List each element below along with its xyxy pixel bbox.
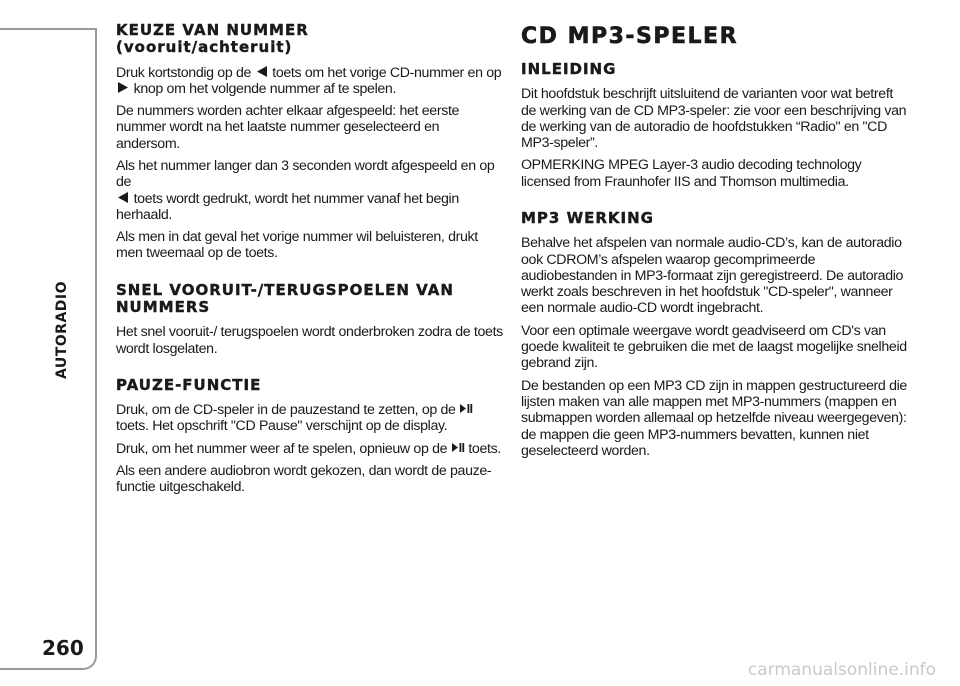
- chapter-label: AUTORADIO: [54, 280, 70, 380]
- text-run: knop om het volgende nummer af te spelen.: [133, 80, 397, 97]
- right-column: [521, 22, 911, 465]
- heading-fast-forward: [116, 282, 506, 317]
- text-run: Als het nummer langer dan 3 seconden wordt afgespeeld en op de: [116, 157, 495, 191]
- previous-arrow-icon: [116, 191, 130, 204]
- previous-arrow-icon: [255, 65, 269, 78]
- heading-track-selection: [116, 22, 506, 57]
- side-tab: [0, 0, 100, 686]
- watermark: carmanualsonline.info: [747, 660, 936, 680]
- text-run: Druk kortstondig op de: [116, 64, 252, 81]
- left-column: [116, 22, 506, 502]
- heading-line-2: NUMMERS: [116, 298, 211, 317]
- paragraph: Als een andere audiobron wordt gekozen, dan wordt de pauze-functie uitgeschakeld.: [116, 463, 492, 496]
- text-run: toets om het vorige CD-nummer en op: [272, 64, 502, 81]
- paragraph: Dit hoofdstuk beschrijft uitsluitend de varianten voor wat betreft de werking van de CD MP3-speler: zie voor een beschrijving van de werking van de autoradio de hoofdstukken “Radio" en "CD MP3-speler”.: [521, 86, 907, 152]
- next-arrow-icon: [116, 81, 130, 94]
- paragraph: De bestanden op een MP3 CD zijn in mappen gestructureerd die lijsten maken van alle mappen met MP3-nummers (mappen en submappen worden allemaal op hetzelfde niveau weergegeven): de mappen die geen MP3-nummers bevatten, kunnen niet geselecteerd worden.: [521, 377, 907, 459]
- heading-introduction: INLEIDING: [521, 60, 617, 78]
- heading-line-1: SNEL VOORUIT-/TERUGSPOELEN VAN: [116, 280, 454, 299]
- paragraph: [116, 65, 506, 98]
- paragraph: [116, 441, 506, 457]
- paragraph: Als men in dat geval het vorige nummer wil beluisteren, drukt men tweemaal op de toets.: [116, 229, 478, 262]
- text-run: toets wordt gedrukt, wordt het nummer vanaf het begin herhaald.: [116, 190, 459, 223]
- heading-mp3-operation: MP3 WERKING: [521, 209, 654, 228]
- side-tab-frame: [0, 28, 97, 670]
- play-pause-icon: [459, 402, 473, 415]
- page-number: 260: [42, 636, 84, 660]
- paragraph: Behalve het afspelen van normale audio-CD’s, kan de autoradio ook CDROM’s afspelen waarop gecomprimeerde audiobestanden in MP3-formaat zijn geregistreerd. De autoradio werkt zoals beschreven in het hoofdstuk "CD-speler", wanneer een normale audio-CD wordt ingebracht.: [521, 235, 904, 317]
- paragraph: [116, 158, 506, 223]
- heading-line-1: KEUZE VAN NUMMER: [116, 21, 309, 39]
- paragraph: [116, 402, 506, 435]
- text-run: toets.: [468, 440, 501, 457]
- paragraph: OPMERKING MPEG Layer-3 audio decoding technology licensed from Fraunhofer IIS and Thomson multimedia.: [521, 157, 862, 190]
- play-pause-icon: [451, 441, 465, 454]
- paragraph: De nummers worden achter elkaar afgespeeld: het eerste nummer wordt na het laatste nummer geselecteerd en andersom.: [116, 103, 460, 152]
- heading-line-2: (vooruit/achteruit): [116, 38, 293, 57]
- text-run: Druk, om het nummer weer af te spelen, opnieuw op de: [116, 440, 448, 457]
- text-run: Druk, om de CD-speler in de pauzestand te zetten, op de: [116, 402, 456, 419]
- section-title: CD MP3-SPELER: [521, 24, 739, 49]
- paragraph: Voor een optimale weergave wordt geadviseerd om CD's van goede kwaliteit te gebruiken die met de laagst mogelijke snelheid gebrand zijn.: [521, 322, 907, 372]
- text-run: toets. Het opschrift "CD Pause" verschijnt op de display.: [116, 418, 448, 435]
- heading-pause: PAUZE-FUNCTIE: [116, 375, 262, 394]
- paragraph: Het snel vooruit-/ terugspoelen wordt onderbroken zodra de toets wordt losgelaten.: [116, 324, 503, 357]
